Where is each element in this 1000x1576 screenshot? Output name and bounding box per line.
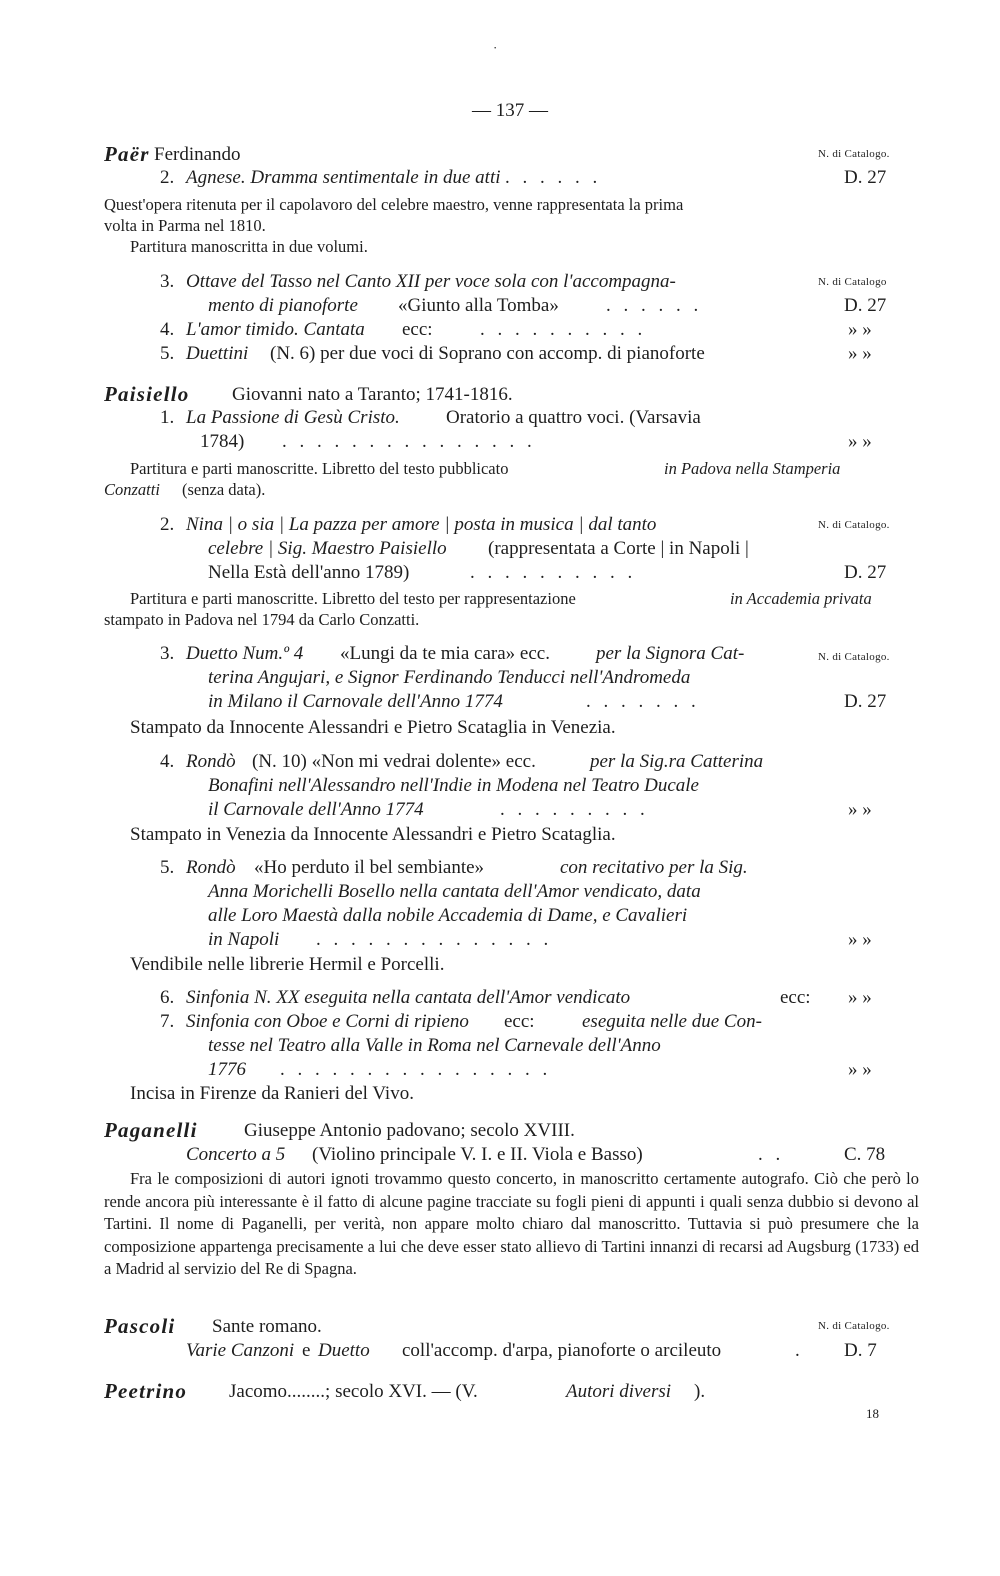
leader-dots: . . <box>758 1144 785 1165</box>
catalog-label: N. di Catalogo. <box>818 651 890 663</box>
work-title: in Napoli <box>208 929 280 950</box>
catalog-label: N. di Catalogo. <box>818 148 890 160</box>
work-title: Rondò <box>186 857 236 878</box>
ditto-ref: » » <box>848 799 872 820</box>
work-title: Duetto <box>318 1340 370 1361</box>
leader-dots: . . . . . . . . . . <box>480 319 647 340</box>
ditto-ref: » » <box>848 1059 872 1080</box>
composer-given-name: Sante romano. <box>212 1316 322 1337</box>
work-number: 3. <box>160 643 175 664</box>
catalog-label: N. di Catalogo. <box>818 1320 890 1332</box>
work-rest: ecc: <box>504 1011 535 1032</box>
work-note: (senza data). <box>182 480 266 499</box>
cross-reference-close: ). <box>694 1381 706 1402</box>
work-title: Agnese. Dramma sentimentale in due atti <box>186 167 501 188</box>
work-number: 3. <box>160 271 175 292</box>
work-title: per la Sig.ra Catterina <box>590 751 764 772</box>
work-title: L'amor timido. Cantata <box>186 319 365 340</box>
work-title: celebre | Sig. Maestro Paisiello <box>208 538 447 559</box>
catalog-ref: D. 27 <box>844 167 887 188</box>
work-note: Fra le composizioni di autori ignoti trovammo questo concerto, in manoscritto certamente autografo. Ciò che però lo rende ancora più interessante è il fatto di alcune pagine tracciate su fogli pieni di appunti i quali senza dubbio si devono al Tartini. Il nome di Paganelli, per verità, non appare molto chiaro dal manoscritto. Tuttavia si può presumere che la composizione appartenga precisamente a lui che deve esser stato allievo di Tartini innanzi di recarsi ad Augsburg (1733) ed a Madrid al servizio del Re di Spagna. <box>104 1169 919 1279</box>
work-title: Ottave del Tasso nel Canto XII per voce sola con l'accompagna- <box>186 271 676 292</box>
leader-dots: . . . . . . <box>505 167 602 188</box>
work-number: 1. <box>160 407 175 428</box>
work-number: 5. <box>160 343 175 364</box>
leader-dots: . . . . . . . . . . . . . . <box>316 929 553 950</box>
work-title: mento di pianoforte <box>208 295 358 316</box>
catalog-ref: D. 7 <box>844 1340 877 1361</box>
composer-name: Paër <box>104 142 150 166</box>
catalog-ref: D. 27 <box>844 562 887 583</box>
work-title: Bonafini nell'Alessandro nell'Indie in Modena nel Teatro Ducale <box>208 775 699 796</box>
work-title: in Milano il Carnovale dell'Anno 1774 <box>208 691 503 712</box>
work-title: Sinfonia con Oboe e Corni di ripieno <box>186 1011 469 1032</box>
leader-dots: . . . . . . . . . <box>500 799 649 820</box>
work-note: Partitura manoscritta in due volumi. <box>130 237 368 256</box>
ditto-ref: » » <box>848 929 872 950</box>
work-title: 1776 <box>208 1059 246 1080</box>
catalog-ref: D. 27 <box>844 295 887 316</box>
work-rest: ecc: <box>780 987 811 1008</box>
work-rest: 1784) <box>200 431 245 452</box>
work-rest: e <box>302 1340 311 1361</box>
composer-given-name: Ferdinando <box>154 144 241 165</box>
work-note: stampato in Padova nel 1794 da Carlo Conzatti. <box>104 610 420 629</box>
leader-dots: . . . . . . . . . . <box>470 562 637 583</box>
work-title: il Carnovale dell'Anno 1774 <box>208 799 424 820</box>
work-title: terina Angujari, e Signor Ferdinando Tenducci nell'Andromeda <box>208 667 691 688</box>
composer-given-name: Jacomo........; secolo XVI. — (V. <box>229 1381 478 1402</box>
work-number: 2. <box>160 514 175 535</box>
work-note: in Padova nella Stamperia <box>664 459 841 478</box>
work-incipit: «Giunto alla Tomba» <box>398 295 559 316</box>
work-note: Quest'opera ritenuta per il capolavoro del celebre maestro, venne rappresentata la prima <box>104 195 684 214</box>
work-title: Concerto a 5 <box>186 1144 286 1165</box>
work-title: La Passione di Gesù Cristo. <box>186 407 400 428</box>
composer-given-name: Giovanni nato a Taranto; 1741-1816. <box>232 384 513 405</box>
work-rest: (Violino principale V. I. e II. Viola e Basso) <box>312 1144 643 1165</box>
work-note: in Accademia privata <box>730 589 872 608</box>
composer-name: Pascoli <box>104 1314 176 1338</box>
work-rest: (N. 6) per due voci di Soprano con accomp. di pianoforte <box>270 343 705 364</box>
work-title: tesse nel Teatro alla Valle in Roma nel Carnevale dell'Anno <box>208 1035 661 1056</box>
work-note: volta in Parma nel 1810. <box>104 216 266 235</box>
leader-dots: . . . . . . . <box>586 691 700 712</box>
work-rest: coll'accomp. d'arpa, pianoforte o arcileuto <box>402 1340 722 1361</box>
work-note: Conzatti <box>104 480 160 499</box>
work-title: eseguita nelle due Con- <box>582 1011 762 1032</box>
work-note: Vendibile nelle librerie Hermil e Porcelli. <box>130 954 445 975</box>
work-title: Duetto Num.º 4 <box>186 643 304 664</box>
work-rest: Nella Està dell'anno 1789) <box>208 562 410 583</box>
catalog-label: N. di Catalogo. <box>818 519 890 531</box>
cross-reference: Autori diversi <box>566 1381 672 1402</box>
work-number: 2. <box>160 167 175 188</box>
leader-dots: . . . . . . . . . . . . . . . <box>282 431 536 452</box>
ditto-ref: » » <box>848 987 872 1008</box>
work-incipit: (N. 10) «Non mi vedrai dolente» ecc. <box>252 751 536 772</box>
work-number: 4. <box>160 319 175 340</box>
leader-dots: . . . . . . . . . . . . . . . . <box>280 1059 552 1080</box>
work-incipit: «Lungi da te mia cara» ecc. <box>340 643 550 664</box>
work-title: Anna Morichelli Bosello nella cantata dell'Amor vendicato, data <box>208 881 701 902</box>
stray-mark: · <box>493 40 498 55</box>
work-number: 6. <box>160 987 175 1008</box>
leader-dots: . . . . . . <box>606 295 703 316</box>
work-rest: Oratorio a quattro voci. (Varsavia <box>446 407 701 428</box>
work-number: 5. <box>160 857 175 878</box>
page-number: — 137 — <box>472 100 548 121</box>
work-incipit: «Ho perduto il bel sembiante» <box>254 857 485 878</box>
work-title: Varie Canzoni <box>186 1340 295 1361</box>
work-note: Incisa in Firenze da Ranieri del Vivo. <box>130 1083 414 1104</box>
work-title: con recitativo per la Sig. <box>560 857 748 878</box>
work-note: Partitura e parti manoscritte. Libretto del testo per rappresentazione <box>130 589 576 608</box>
work-note: Partitura e parti manoscritte. Libretto del testo pubblicato <box>130 459 509 478</box>
ditto-ref: » » <box>848 431 872 452</box>
work-title: alle Loro Maestà dalla nobile Accademia di Dame, e Cavalieri <box>208 905 688 926</box>
work-title: Sinfonia N. XX eseguita nella cantata dell'Amor vendicato <box>186 987 631 1008</box>
work-note: Stampato in Venezia da Innocente Alessandri e Pietro Scataglia. <box>130 824 616 845</box>
composer-given-name: Giuseppe Antonio padovano; secolo XVIII. <box>244 1120 575 1141</box>
work-rest: (rappresentata a Corte | in Napoli | <box>488 538 749 559</box>
work-title: Rondò <box>186 751 236 772</box>
work-note: Stampato da Innocente Alessandri e Pietro Scataglia in Venezia. <box>130 717 616 738</box>
catalog-label: N. di Catalogo <box>818 276 887 288</box>
work-title: Nina | o sia | La pazza per amore | posta in musica | dal tanto <box>186 514 657 535</box>
work-title: per la Signora Cat- <box>596 643 745 664</box>
work-title: Duettini <box>186 343 249 364</box>
ditto-ref: » » <box>848 343 872 364</box>
composer-name: Paganelli <box>104 1118 198 1142</box>
composer-name: Peetrino <box>104 1379 188 1403</box>
work-number: 7. <box>160 1011 175 1032</box>
signature-mark: 18 <box>866 1406 879 1421</box>
catalog-ref: C. 78 <box>844 1144 886 1165</box>
leader-dots: . <box>795 1340 800 1361</box>
catalog-ref: D. 27 <box>844 691 887 712</box>
work-number: 4. <box>160 751 175 772</box>
composer-name: Paisiello <box>104 382 190 406</box>
work-rest: ecc: <box>402 319 433 340</box>
ditto-ref: » » <box>848 319 872 340</box>
